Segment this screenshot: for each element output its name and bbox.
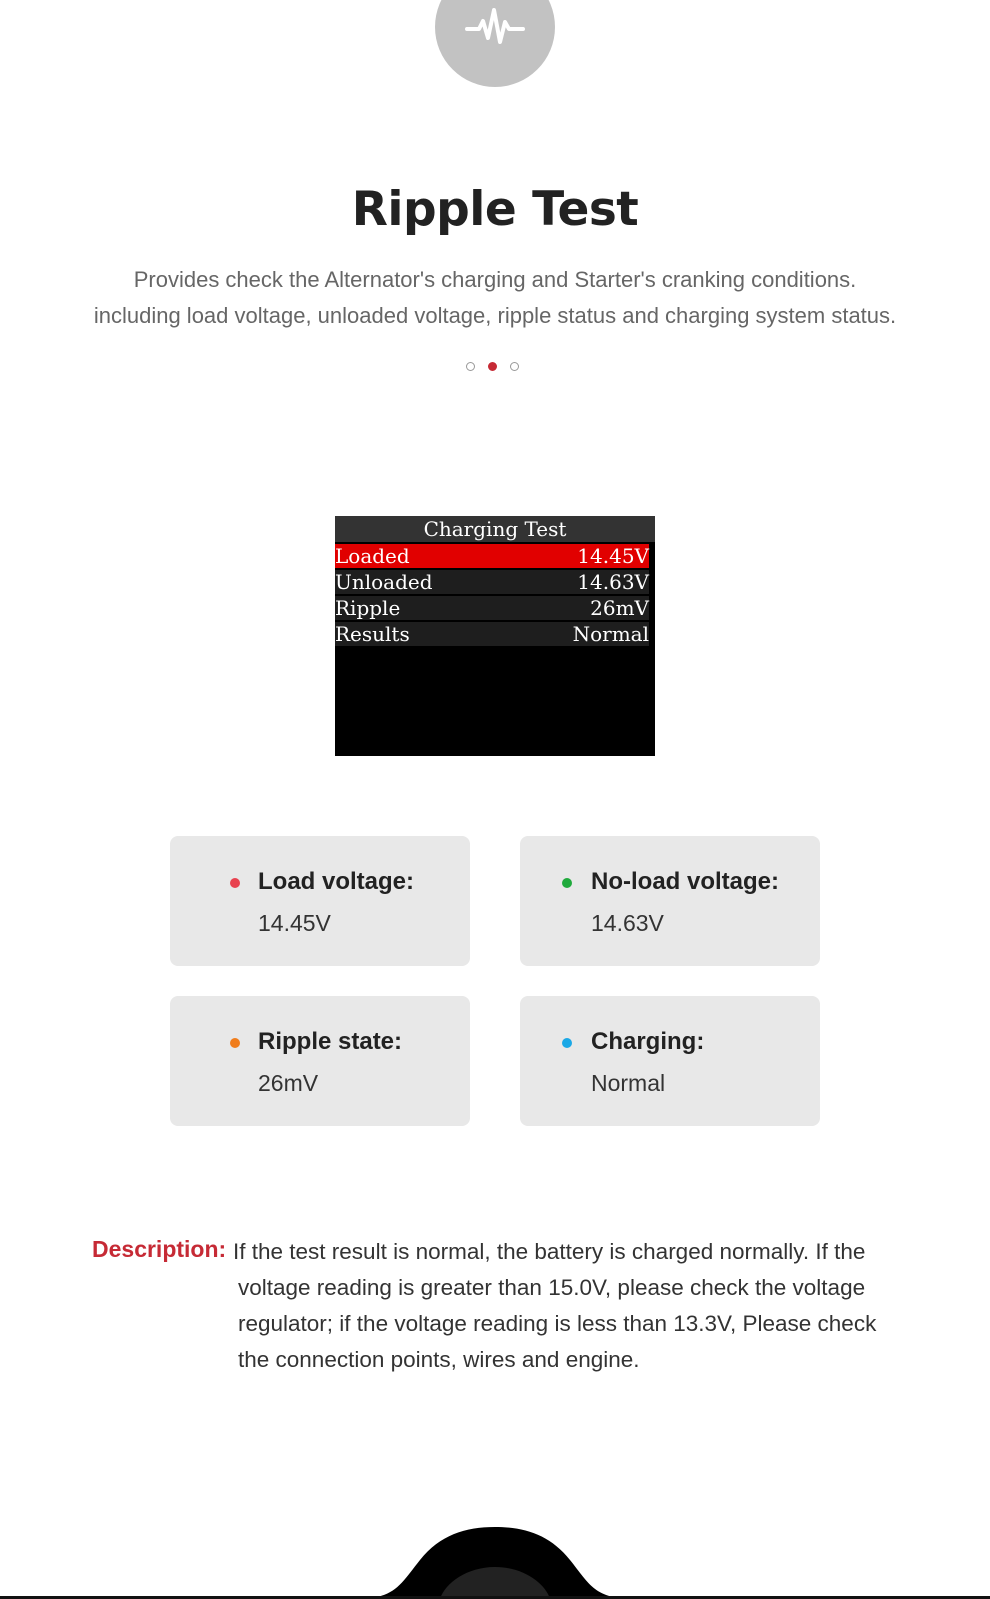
subtitle-line: including load voltage, unloaded voltage, ripple status and charging system status. xyxy=(93,303,897,328)
screen-row-label: Unloaded xyxy=(335,570,433,594)
description-line: voltage reading is greater than 15.0V, please check the voltage xyxy=(238,1275,866,1300)
pager-dot[interactable] xyxy=(466,362,475,371)
card-label: No-load voltage: xyxy=(591,868,780,895)
card-charging xyxy=(520,996,820,1126)
pager-dot[interactable] xyxy=(510,362,519,371)
screen-title: Charging Test xyxy=(335,516,655,542)
screen-row-label: Loaded xyxy=(335,544,410,568)
description-line: If the test result is normal, the battery is charged normally. If the xyxy=(233,1239,866,1264)
screen-row-value: Normal xyxy=(572,622,649,646)
screen-row-ripple xyxy=(335,596,649,620)
carousel-pager xyxy=(466,360,526,372)
description-line: the connection points, wires and engine. xyxy=(238,1347,640,1372)
card-label: Load voltage: xyxy=(258,868,415,895)
waveform-icon-badge xyxy=(435,0,555,87)
bullet-icon xyxy=(562,878,572,888)
page-title: Ripple Test xyxy=(351,182,639,237)
card-value: 26mV xyxy=(258,1070,319,1096)
card-load-voltage xyxy=(170,836,470,966)
card-ripple-state xyxy=(170,996,470,1126)
pager-dot-active[interactable] xyxy=(488,362,497,371)
screen-row-loaded xyxy=(335,544,649,568)
screen-row-label: Ripple xyxy=(335,596,401,620)
screen-row-unloaded xyxy=(335,570,649,594)
bullet-icon xyxy=(230,1038,240,1048)
card-label: Charging: xyxy=(591,1028,705,1055)
bottom-tab-bump xyxy=(355,1525,635,1599)
screen-row-value: 14.45V xyxy=(577,544,649,568)
description-label: Description: xyxy=(92,1236,227,1262)
card-value: Normal xyxy=(591,1070,666,1096)
bullet-icon xyxy=(562,1038,572,1048)
screen-row-label: Results xyxy=(335,622,410,646)
card-value: 14.63V xyxy=(591,910,664,936)
card-label: Ripple state: xyxy=(258,1028,403,1055)
bullet-icon xyxy=(230,878,240,888)
subtitle-line: Provides check the Alternator's charging and Starter's cranking conditions. xyxy=(133,267,857,292)
screen-row-results xyxy=(335,622,649,646)
screen-row-value: 26mV xyxy=(590,596,649,620)
screen-row-value: 14.63V xyxy=(577,570,649,594)
waveform-icon xyxy=(465,2,525,52)
description-text xyxy=(233,1234,918,1378)
page-subtitle xyxy=(0,262,990,334)
card-value: 14.45V xyxy=(258,910,331,936)
card-no-load-voltage xyxy=(520,836,820,966)
device-screen xyxy=(335,516,655,756)
description-line: regulator; if the voltage reading is less than 13.3V, Please check xyxy=(238,1311,877,1336)
